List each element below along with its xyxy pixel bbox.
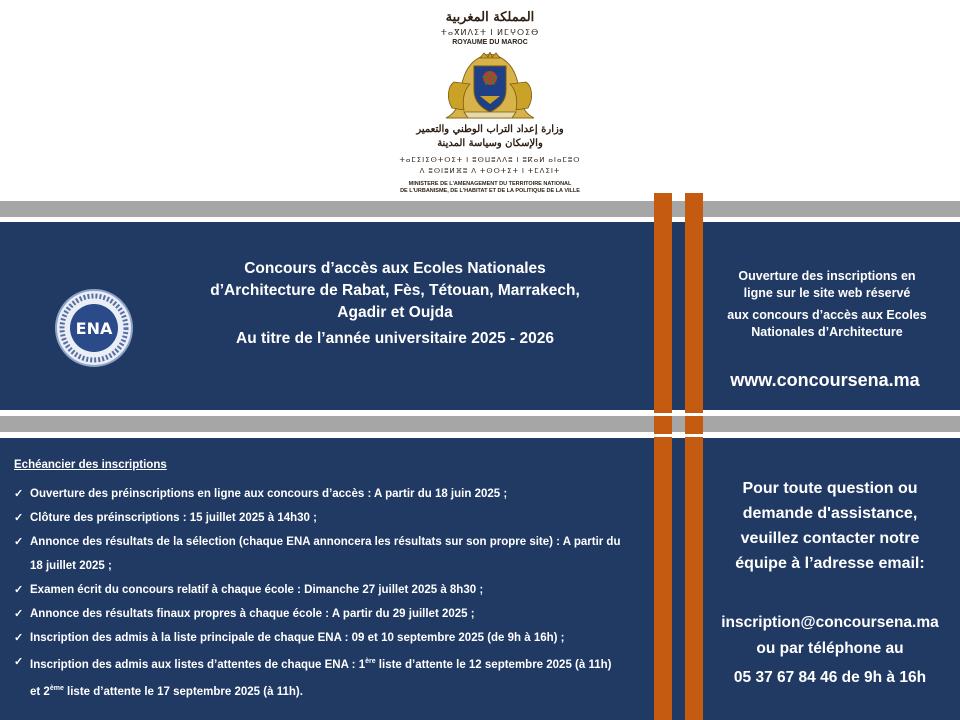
checkmark-icon: ✓	[14, 632, 24, 644]
contact-line4: équipe à l’adresse email:	[735, 555, 925, 572]
contact-line3: veuillez contacter notre	[740, 530, 920, 547]
contact-phone-number: 05 37 67 84 46 de 9h à 16h	[733, 669, 927, 686]
registration-info-line1: Ouverture des inscriptions en	[738, 269, 916, 283]
contact-email-link[interactable]: inscription@concoursena.ma	[721, 614, 939, 631]
checkmark-icon: ✓	[14, 584, 24, 596]
contest-title	[160, 258, 630, 350]
orange-vertical-bar-left	[654, 193, 672, 720]
svg-text:ENA: ENA	[75, 319, 113, 338]
contest-title-line1: Concours d’accès aux Ecoles Nationales	[244, 260, 546, 277]
checkmark-icon: ✓	[14, 512, 24, 524]
ministry-name-arabic-line1: وزارة إعداد التراب الوطني والتعمير	[416, 124, 564, 135]
registration-info-line3: aux concours d’accès aux Ecoles	[727, 308, 927, 322]
kingdom-name-tifinagh: ⵜⴰⴳⵍⴷⵉⵜ ⵏ ⵍⵎⵖⵔⵉⴱ	[440, 28, 540, 37]
checkmark-icon: ✓	[14, 608, 24, 620]
kingdom-name-french: ROYAUME DU MAROC	[452, 39, 528, 46]
schedule-heading: Echéancier des inscriptions	[14, 459, 167, 471]
contact-details	[700, 610, 960, 691]
gray-divider-middle	[0, 416, 960, 432]
list-item: ✓ Clôture des préinscriptions : 15 juillet 2025 à 14h30 ;	[14, 506, 654, 530]
kingdom-name-arabic: المملكة المغربية	[445, 10, 535, 25]
ena-logo-icon	[54, 288, 134, 368]
academic-year: Au titre de l’année universitaire 2025 - 2026	[236, 330, 554, 347]
contact-info	[705, 476, 955, 576]
registration-info-line4: Nationales d’Architecture	[751, 325, 903, 339]
list-item: ✓ Annonce des résultats de la sélection (chaque ENA annoncera les résultats sur son propre site) : A partir du 18 juillet 2025 ;	[14, 530, 654, 578]
schedule-list	[14, 482, 654, 704]
royal-coat-of-arms-icon	[424, 52, 556, 120]
list-item: ✓ Ouverture des préinscriptions en ligne aux concours d’accès : A partir du 18 juin 2025 ;	[14, 482, 654, 506]
contest-title-line2: d’Architecture de Rabat, Fès, Tétouan, Marrakech,	[210, 282, 580, 299]
registration-info	[712, 268, 942, 341]
ministry-name-arabic-line2: والإسكان وسياسة المدينة	[437, 138, 543, 149]
checkmark-icon: ✓	[14, 656, 24, 668]
contact-phone-intro: ou par téléphone au	[756, 640, 904, 657]
list-item: ✓ Inscription des admis à la liste principale de chaque ENA : 09 et 10 septembre 2025 (de 9h à 16h) ;	[14, 626, 654, 650]
contest-title-line3: Agadir et Oujda	[337, 304, 453, 321]
list-item: ✓ Annonce des résultats finaux propres à chaque école : A partir du 29 juillet 2025 ;	[14, 602, 654, 626]
list-item: ✓ Inscription des admis aux listes d’attentes de chaque ENA : 1ère liste d’attente le 12 septembre 2025 (à 11h) et 2ème liste d’attente le 17 septembre 2025 (à 11h).	[14, 650, 654, 704]
checkmark-icon: ✓	[14, 536, 24, 548]
ministry-name-french-line1: MINISTERE DE L'AMENAGEMENT DU TERRITOIRE NATIONAL	[408, 181, 572, 187]
website-link[interactable]: www.concoursena.ma	[730, 370, 920, 390]
contact-line2: demande d'assistance,	[742, 505, 918, 522]
registration-info-line2: ligne sur le site web réservé	[743, 286, 911, 300]
orange-bar-gap	[654, 413, 703, 416]
ministry-name-tifinagh-line1: ⵜⴰⵎⵉⵏⵉⵙⵜⵔⵉⵜ ⵏ ⵓⵙⵡⵓⴷⴷⵓ ⵏ ⵓⴽⴰⵍ ⴰⵏⴰⵎⵓⵔ	[399, 157, 581, 164]
checkmark-icon: ✓	[14, 488, 24, 500]
ministry-name-french-line2: DE L'URBANISME, DE L'HABITAT ET DE LA POLITIQUE DE LA VILLE	[400, 188, 580, 194]
list-item: ✓ Examen écrit du concours relatif à chaque école : Dimanche 27 juillet 2025 à 8h30 ;	[14, 578, 654, 602]
contact-line1: Pour toute question ou	[742, 480, 918, 497]
gray-divider-top	[0, 201, 960, 217]
orange-bar-gap	[654, 434, 703, 437]
ministry-name-tifinagh-line2: ⴷ ⵓⵙⵏⵓⵍⴼⵓ ⴷ ⵜⵙⵔⵜⵉⵜ ⵏ ⵜⵎⴷⵉⵏⵜ	[419, 168, 561, 175]
ministry-header	[340, 6, 640, 196]
